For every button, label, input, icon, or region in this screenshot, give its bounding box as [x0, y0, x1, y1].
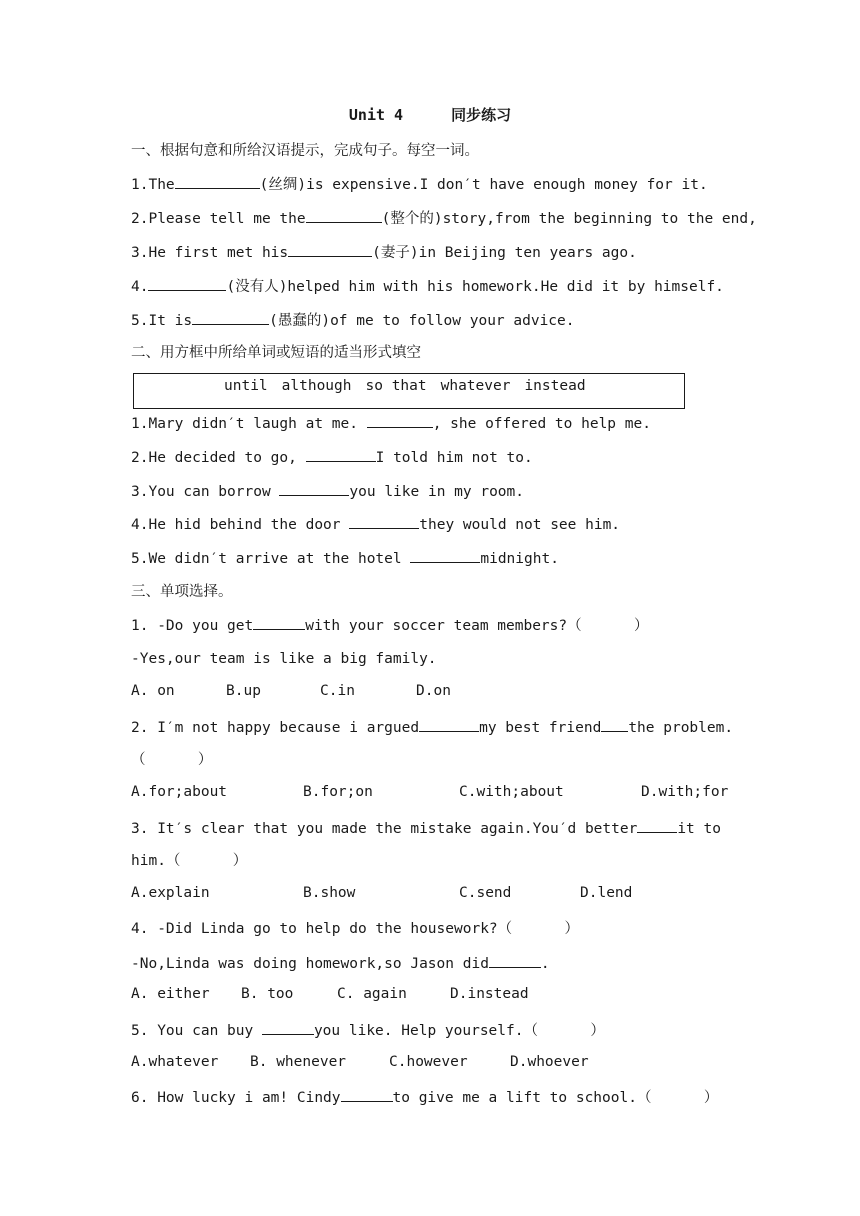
q1-option-c[interactable]: C.in — [320, 683, 355, 699]
s2-item-3: 3.You can borrow you like in my room. — [131, 481, 524, 502]
q4-option-c[interactable]: C. again — [337, 986, 407, 1002]
word-option: until — [224, 378, 268, 394]
q1-reply: -Yes,our team is like a big family. — [131, 651, 437, 667]
s2-item-2: 2.He decided to go, I told him not to. — [131, 447, 533, 468]
q5-stem: 5. You can buy you like. Help yourself.（ ） — [131, 1020, 605, 1041]
q2-option-b[interactable]: B.for;on — [303, 784, 373, 800]
q4-option-b[interactable]: B. too — [241, 986, 294, 1002]
title-name: 同步练习 — [451, 106, 512, 124]
q1-option-b[interactable]: B.up — [226, 683, 261, 699]
section2-heading: 二、用方框中所给单词或短语的适当形式填空 — [131, 345, 421, 361]
s1-item-4: 4. (没有人)helped him with his homework.He did it by himself. — [131, 276, 724, 297]
q4-option-d[interactable]: D.instead — [450, 986, 529, 1002]
blank[interactable] — [306, 447, 376, 462]
q3-stem: 3. It′s clear that you made the mistake again.You′d better it to — [131, 818, 721, 839]
q3-option-a[interactable]: A.explain — [131, 885, 210, 901]
word-option: so that — [365, 378, 427, 394]
q3-option-d[interactable]: D.lend — [580, 885, 633, 901]
s1-item-2: 2.Please tell me the (整个的)story,from the beginning to the end, — [131, 208, 757, 229]
blank[interactable] — [192, 310, 269, 325]
q4-option-a[interactable]: A. either — [131, 986, 210, 1002]
s2-item-4: 4.He hid behind the door they would not see him. — [131, 514, 620, 535]
q1-stem: 1. -Do you get with your soccer team members?（ ） — [131, 615, 649, 636]
q1-option-a[interactable]: A. on — [131, 683, 175, 699]
s1-item-1: 1.The (丝绸)is expensive.I don′t have enough money for it. — [131, 174, 708, 195]
blank[interactable] — [637, 818, 677, 833]
blank[interactable] — [306, 208, 382, 223]
blank[interactable] — [288, 242, 372, 257]
section1-heading: 一、根据句意和所给汉语提示，完成句子。每空一词。 — [131, 143, 479, 159]
s1-item-5: 5.It is (愚蠢的)of me to follow your advice. — [131, 310, 575, 331]
blank[interactable] — [148, 276, 226, 291]
q5-option-a[interactable]: A.whatever — [131, 1054, 219, 1070]
page-title — [0, 104, 860, 125]
q1-option-d[interactable]: D.on — [416, 683, 451, 699]
blank[interactable] — [175, 174, 260, 189]
s2-item-1: 1.Mary didn′t laugh at me. , she offered to help me. — [131, 413, 651, 434]
q2-answer-paren: （ ） — [131, 752, 213, 768]
word-option: instead — [524, 378, 586, 394]
word-box — [133, 373, 685, 409]
blank[interactable] — [489, 953, 541, 968]
q3-option-b[interactable]: B.show — [303, 885, 356, 901]
q2-option-d[interactable]: D.with;for — [641, 784, 729, 800]
q4-stem: 4. -Did Linda go to help do the housework?（ ） — [131, 921, 580, 937]
q5-option-c[interactable]: C.however — [389, 1054, 468, 1070]
blank[interactable] — [279, 481, 349, 496]
q2-option-a[interactable]: A.for;about — [131, 784, 228, 800]
word-option: whatever — [440, 378, 511, 394]
blank[interactable] — [341, 1087, 393, 1102]
q6-stem: 6. How lucky i am! Cindy to give me a lift to school.（ ） — [131, 1087, 718, 1108]
q5-option-d[interactable]: D.whoever — [510, 1054, 589, 1070]
unit-label: Unit 4 — [348, 106, 404, 124]
word-list — [224, 378, 600, 394]
s2-item-5: 5.We didn′t arrive at the hotel midnight. — [131, 548, 559, 569]
section3-heading: 三、单项选择。 — [131, 584, 233, 600]
s1-item-3: 3.He first met his (妻子)in Beijing ten years ago. — [131, 242, 637, 263]
q2-option-c[interactable]: C.with;about — [459, 784, 564, 800]
blank[interactable] — [410, 548, 480, 563]
blank[interactable] — [601, 717, 628, 732]
blank[interactable] — [367, 413, 433, 428]
word-option: although — [281, 378, 352, 394]
blank[interactable] — [349, 514, 419, 529]
q3-option-c[interactable]: C.send — [459, 885, 512, 901]
blank[interactable] — [262, 1020, 314, 1035]
blank[interactable] — [419, 717, 479, 732]
q5-option-b[interactable]: B. whenever — [250, 1054, 347, 1070]
q4-reply: -No,Linda was doing homework,so Jason did . — [131, 953, 550, 974]
q3-stem-cont: him.（ ） — [131, 853, 248, 869]
q2-stem: 2. I′m not happy because i argued my best friend the problem. — [131, 717, 733, 738]
blank[interactable] — [253, 615, 305, 630]
